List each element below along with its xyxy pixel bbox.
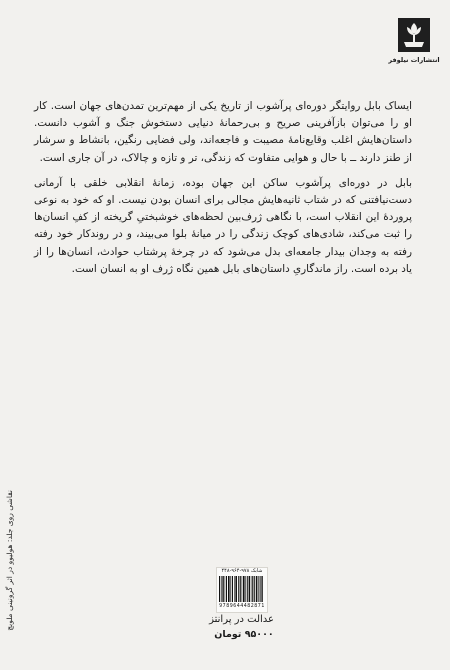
barcode-number: 9789644482871: [219, 603, 265, 609]
barcode-sticker: [216, 567, 268, 613]
hand-holding-flower-icon: [398, 18, 430, 52]
publisher-logo: [388, 18, 440, 76]
back-cover-blurb: [34, 98, 412, 286]
isbn-label: شابک ۹۷۸-۹۶۴-۴۴۸: [221, 568, 263, 574]
price-label: ۹۵۰۰۰ تومان: [214, 629, 274, 640]
cover-art-credit: نقاشی روی جلد: هولیوو در اثر گرونینی ملوبچ: [5, 490, 14, 631]
book-title: عدالت در پرانتز: [209, 614, 274, 625]
publisher-name: انتشارات نیلوفر: [388, 56, 440, 64]
blurb-paragraph-1: ایساک بابل روایتگر دوره‌ای پرآشوب از تاریخ یکی از مهم‌ترین تمدن‌های جهان است. کار او را می‌توان بازآفرینی صریح و بی‌رحمانهٔ دنیایی دستخوش جنگ و آشوب دانست. داستان‌هایش اغلب وقایع‌نامهٔ مصیبت و فاجعه‌اند، ولی فضایی رنگین، بانشاط و سرشار از طنز دارند ــ با حال و هوایی متفاوت که زندگی، تر و تازه و چالاک، در آن جاری است.: [34, 100, 412, 164]
blurb-paragraph-2: بابل در دوره‌ای پرآشوب ساکن این جهان بوده، زمانهٔ انقلابی خلقی با آرمانی دست‌نیافتنی که در شتاب ثانیه‌هایش مجالی برای انسان بودن نیست. او که خود به نوعی پروردهٔ این انقلاب است، با نگاهی ژرف‌بین لحظه‌های خوشبختیِ گریخته از کفِ انسان‌ها را ثبت می‌کند، شادی‌های کوچک زندگی را در میانهٔ بلوا می‌بیند، و در روندکار خود رفته رفته به وجدان بیدار جامعه‌ای بدل می‌شود که در چرخهٔ پرشتاب حوادث، انسان‌ها را از یاد برده است. راز ماندگاریِ داستان‌های بابل همین نگاه ژرف او به انسان است.: [34, 176, 412, 275]
barcode-icon: [219, 576, 263, 602]
